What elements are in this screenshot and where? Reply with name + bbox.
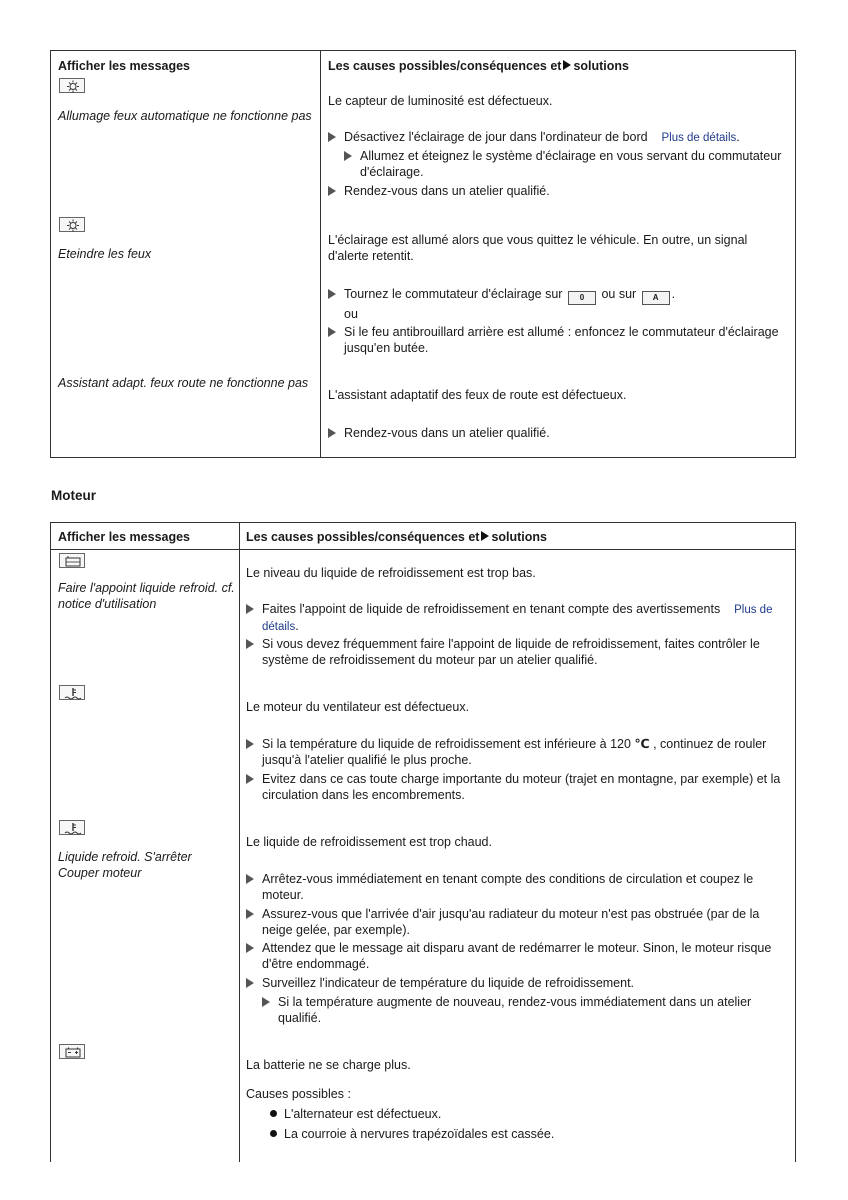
- arrow-icon: [328, 289, 336, 299]
- header-causes: Les causes possibles/conséquences et solutions: [246, 530, 548, 544]
- celsius-unit: ℃: [634, 737, 650, 751]
- lighting-messages-table: [50, 50, 796, 458]
- bullet-dot: [270, 1130, 277, 1137]
- solution-step: Faites l'appoint de liquide de refroidissement en tenant compte des avertissements Plus de détails.: [246, 601, 788, 635]
- message-text: Liquide refroid. S'arrêter Couper moteur: [58, 850, 192, 880]
- message-text: Allumage feux automatique ne fonctionne pas: [58, 109, 312, 123]
- cause-text: Le capteur de luminosité est défectueux.: [328, 94, 553, 108]
- arrow-icon: [328, 132, 336, 142]
- header-divider: [51, 549, 795, 550]
- solution-step: Désactivez l'éclairage de jour dans l'ordinateur de bord Plus de détails.: [328, 129, 788, 146]
- light-switch-auto-icon: A: [642, 291, 670, 305]
- arrow-icon: [328, 327, 336, 337]
- or-text: ou: [344, 307, 358, 321]
- solution-step: Attendez que le message ait disparu avant de redémarrer le moteur. Sinon, le moteur risque d'être endommagé.: [246, 940, 788, 972]
- arrow-icon: [246, 739, 254, 749]
- message-text: Faire l'appoint liquide refroid. cf. notice d'utilisation: [58, 581, 235, 611]
- arrow-icon: [481, 531, 489, 541]
- solution-step: Arrêtez-vous immédiatement en tenant compte des conditions de circulation et coupez le moteur.: [246, 871, 788, 903]
- solution-step: Evitez dans ce cas toute charge importante du moteur (trajet en montagne, par exemple) et la circulation dans les encombrements.: [246, 771, 788, 803]
- coolant-temp-icon: [59, 820, 85, 835]
- arrow-icon: [328, 428, 336, 438]
- arrow-icon: [246, 874, 254, 884]
- more-details-link[interactable]: Plus de détails: [262, 604, 773, 633]
- header-messages: Afficher les messages: [58, 59, 191, 73]
- solution-step: Surveillez l'indicateur de température du liquide de refroidissement.: [246, 975, 788, 991]
- coolant-level-icon: [59, 553, 85, 568]
- cause-bullet: L'alternateur est défectueux.: [268, 1106, 788, 1122]
- arrow-icon: [246, 909, 254, 919]
- cause-text: L'éclairage est allumé alors que vous quittez le véhicule. En outre, un signal d'alerte retentit.: [328, 233, 748, 263]
- solution-substep: Allumez et éteignez le système d'éclairage en vous servant du commutateur d'éclairage.: [344, 148, 788, 180]
- more-details-link[interactable]: Plus de détails: [661, 132, 737, 144]
- light-sensor-icon: [59, 217, 85, 232]
- section-title: Moteur: [51, 488, 96, 503]
- coolant-temp-icon: [59, 685, 85, 700]
- solution-step: Assurez-vous que l'arrivée d'air jusqu'au radiateur du moteur n'est pas obstruée (par de la neige gelée, par exemple).: [246, 906, 788, 938]
- header-causes: Les causes possibles/conséquences et solutions: [328, 59, 630, 73]
- message-text: Assistant adapt. feux route ne fonctionne pas: [58, 376, 309, 390]
- arrow-icon: [246, 774, 254, 784]
- column-divider: [320, 51, 321, 457]
- bullet-dot: [270, 1110, 277, 1117]
- header-messages: Afficher les messages: [58, 530, 191, 544]
- arrow-icon: [262, 997, 270, 1007]
- engine-messages-table: [50, 522, 796, 1162]
- solution-step: Si vous devez fréquemment faire l'appoint de liquide de refroidissement, faites contrôler le système de refroidissement du moteur par un atelier qualifié.: [246, 636, 788, 668]
- arrow-icon: [246, 943, 254, 953]
- cause-bullet: La courroie à nervures trapézoïdales est cassée.: [268, 1126, 788, 1142]
- cause-text: L'assistant adaptatif des feux de route est défectueux.: [328, 388, 627, 402]
- light-switch-0-icon: 0: [568, 291, 596, 305]
- arrow-icon: [563, 60, 571, 70]
- solution-step: Si le feu antibrouillard arrière est allumé : enfoncez le commutateur d'éclairage jusqu'en butée.: [328, 324, 788, 356]
- solution-substep: Si la température augmente de nouveau, rendez-vous immédiatement dans un atelier qualifié.: [262, 994, 788, 1026]
- causes-label: Causes possibles :: [246, 1087, 351, 1101]
- message-text: Eteindre les feux: [58, 247, 152, 261]
- battery-icon: [59, 1044, 85, 1059]
- arrow-icon: [246, 604, 254, 614]
- arrow-icon: [246, 978, 254, 988]
- arrow-icon: [344, 151, 352, 161]
- solution-step: Si la température du liquide de refroidissement est inférieure à 120 ℃ , continuez de rouler jusqu'à l'atelier qualifié le plus proche.: [246, 736, 788, 768]
- cause-text: Le niveau du liquide de refroidissement est trop bas.: [246, 566, 536, 580]
- solution-step: Tournez le commutateur d'éclairage sur 0 ou sur A .: [328, 286, 788, 305]
- light-sensor-icon: [59, 78, 85, 93]
- solution-step: Rendez-vous dans un atelier qualifié.: [328, 425, 788, 441]
- arrow-icon: [246, 639, 254, 649]
- solution-step: Rendez-vous dans un atelier qualifié.: [328, 183, 788, 199]
- cause-text: La batterie ne se charge plus.: [246, 1058, 411, 1072]
- arrow-icon: [328, 186, 336, 196]
- column-divider: [239, 523, 240, 1162]
- cause-text: Le liquide de refroidissement est trop chaud.: [246, 835, 492, 849]
- cause-text: Le moteur du ventilateur est défectueux.: [246, 700, 470, 714]
